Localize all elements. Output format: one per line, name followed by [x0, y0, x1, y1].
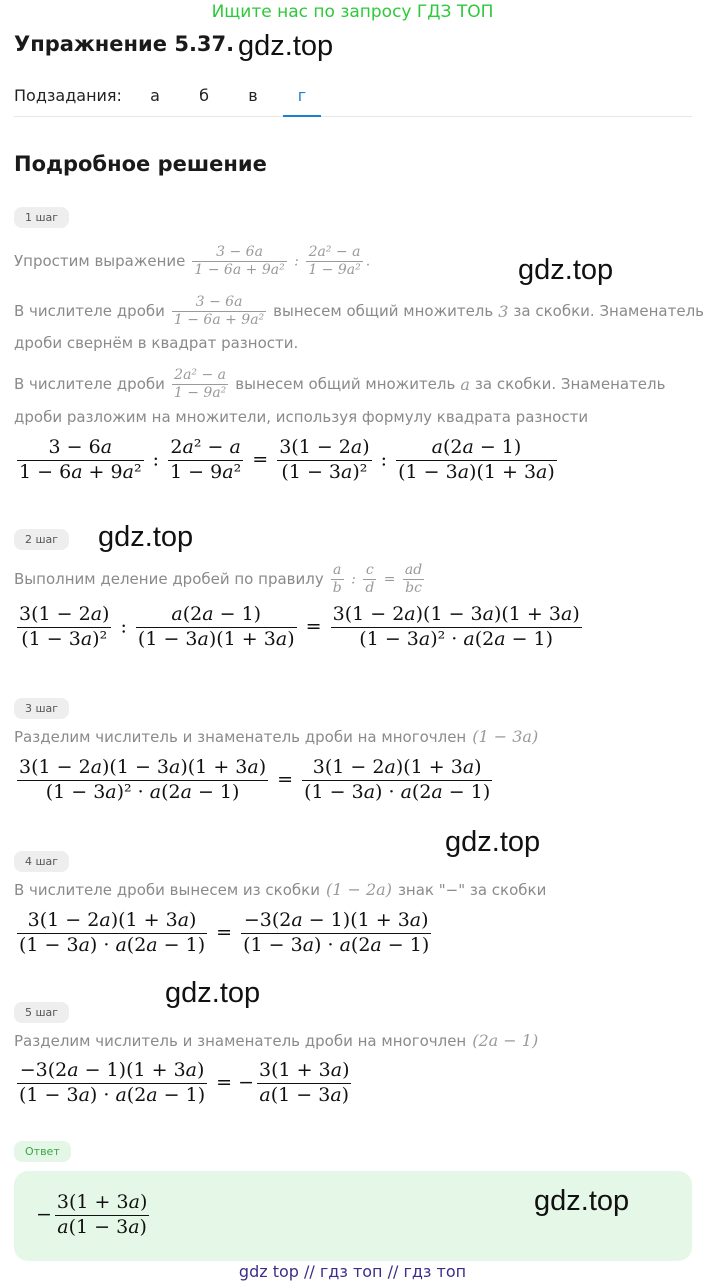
step-text-part: за скобки. Знаменатель	[513, 302, 704, 320]
step-text	[14, 286, 704, 336]
step-text-part: В числителе дроби	[14, 375, 165, 393]
step-badge: 1 шаг	[14, 207, 69, 228]
step-badge: 4 шаг	[14, 851, 69, 872]
math-equation: $\frac{3(1 - 2a)(1 - 3a)(1 + 3a)}{\text{(1 − 3a)² · a(2a − 1)}}$ = $\frac{3(1 - 2a)(1 + 3a)}{(1 - 3a) \cdot a(2a - 1)}$	[19, 756, 491, 803]
step-text	[14, 727, 538, 746]
step-text	[14, 880, 546, 899]
step-text: дроби свернём в квадрат разности.	[14, 334, 299, 352]
watermark: gdz.top	[518, 254, 614, 286]
math-expression: 3	[498, 301, 509, 321]
answer-box	[14, 1171, 692, 1261]
math-expression: $\frac{\text{2a² − a}}{\text{1 − 9a²}}$	[173, 366, 227, 401]
math-equation: $\frac{3(1 - 2a)}{\text{(1 − 3a)²}}$ : $\frac{a(2a - 1)}{(1 - 3a)(1 + 3a)}$ = $\frac{3(1 - 2a)(1 - 3a)(1 + 3a)}{\text{(1 − 3a)² · a(2a − 1)}}$	[19, 603, 580, 650]
watermark: gdz.top	[445, 826, 541, 858]
answer-expression: − $\frac{3(1 + 3a)}{a(1 - 3a)}$	[36, 1191, 148, 1238]
step-text-part: В числителе дроби вынесем из скобки	[14, 880, 320, 899]
watermark: gdz.top	[238, 30, 334, 62]
step-text	[14, 359, 665, 409]
step-text-part: Разделим числитель и знаменатель дроби на многочлен	[14, 727, 467, 746]
footer-links[interactable]: gdz top // гдз топ // гдз топ	[238, 1262, 467, 1281]
watermark: gdz.top	[534, 1185, 630, 1217]
math-expression: a	[460, 374, 470, 394]
step-badge: 2 шаг	[14, 529, 69, 550]
subtasks-label: Подзадания:	[14, 86, 122, 105]
subtask-tab-v[interactable]: в	[248, 86, 258, 105]
step-text	[14, 556, 427, 602]
answer-badge: Ответ	[14, 1141, 71, 1162]
math-expression: $\frac{3 - 6a}{\text{1 − 6a + 9a²}}$	[173, 293, 265, 328]
watermark: gdz.top	[165, 977, 261, 1009]
subtask-tab-b[interactable]: б	[199, 86, 209, 105]
step-text-part: В числителе дроби	[14, 302, 165, 320]
exercise-title: Упражнение 5.37.	[14, 32, 235, 56]
math-expression: (1 − 2a)	[325, 880, 392, 899]
step-text-part: вынесем общий множитель	[273, 302, 494, 320]
math-equation: $\frac{3(1 - 2a)(1 + 3a)}{(1 - 3a) \cdot a(2a - 1)}$ = $\frac{-3(2a - 1)(1 + 3a)}{(1 - 3a) \cdot a(2a - 1)}$	[19, 909, 430, 956]
step-text-part: вынесем общий множитель	[235, 375, 456, 393]
subtask-tab-g[interactable]: г	[283, 86, 321, 117]
section-title: Подробное решение	[14, 152, 267, 176]
step-text: дроби разложим на множители, используя формулу квадрата разности	[14, 408, 589, 426]
step-text-part: Выполним деление дробей по правилу	[14, 570, 324, 588]
watermark: gdz.top	[98, 521, 194, 553]
step-badge: 5 шаг	[14, 1002, 69, 1023]
subtasks-bar	[14, 86, 692, 117]
step-text-part: знак "−" за скобки	[397, 880, 547, 899]
math-expression: (1 − 3a)	[472, 727, 539, 746]
math-expression: $\frac{a}{b}$ : $\frac{c}{d}$ = $\frac{ad}{bc}$	[332, 561, 423, 596]
step-text-part: Разделим числитель и знаменатель дроби на многочлен	[14, 1031, 467, 1050]
math-equation: $\frac{3 - 6a}{\text{1 − 6a + 9a²}}$ : $\frac{\text{2a² − a}}{\text{1 − 9a²}}$ = $\frac{3(1 - 2a)}{\text{(1 − 3a)²}}$ : $\frac{a(2a - 1)}{(1 - 3a)(1 + 3a)}$	[19, 436, 555, 483]
math-expression: (2a − 1)	[472, 1031, 539, 1050]
step-text-part: за скобки. Знаменатель	[474, 375, 666, 393]
search-banner: Ищите нас по запросу ГДЗ ТОП	[211, 2, 494, 22]
step-badge: 3 шаг	[14, 698, 69, 719]
step-text-part: Упростим выражение	[14, 252, 186, 270]
subtask-tab-a[interactable]: а	[150, 86, 160, 105]
math-equation: $\frac{-3(2a - 1)(1 + 3a)}{(1 - 3a) \cdot a(2a - 1)}$ = − $\frac{3(1 + 3a)}{a(1 - 3a)}$	[19, 1059, 350, 1106]
step-text	[14, 1031, 538, 1050]
step-text	[14, 236, 370, 286]
math-expression: $\frac{3 - 6a}{\text{1 − 6a + 9a²}}$ : $\frac{\text{2a² − a}}{\text{1 − 9a²}}$ .	[194, 243, 371, 278]
